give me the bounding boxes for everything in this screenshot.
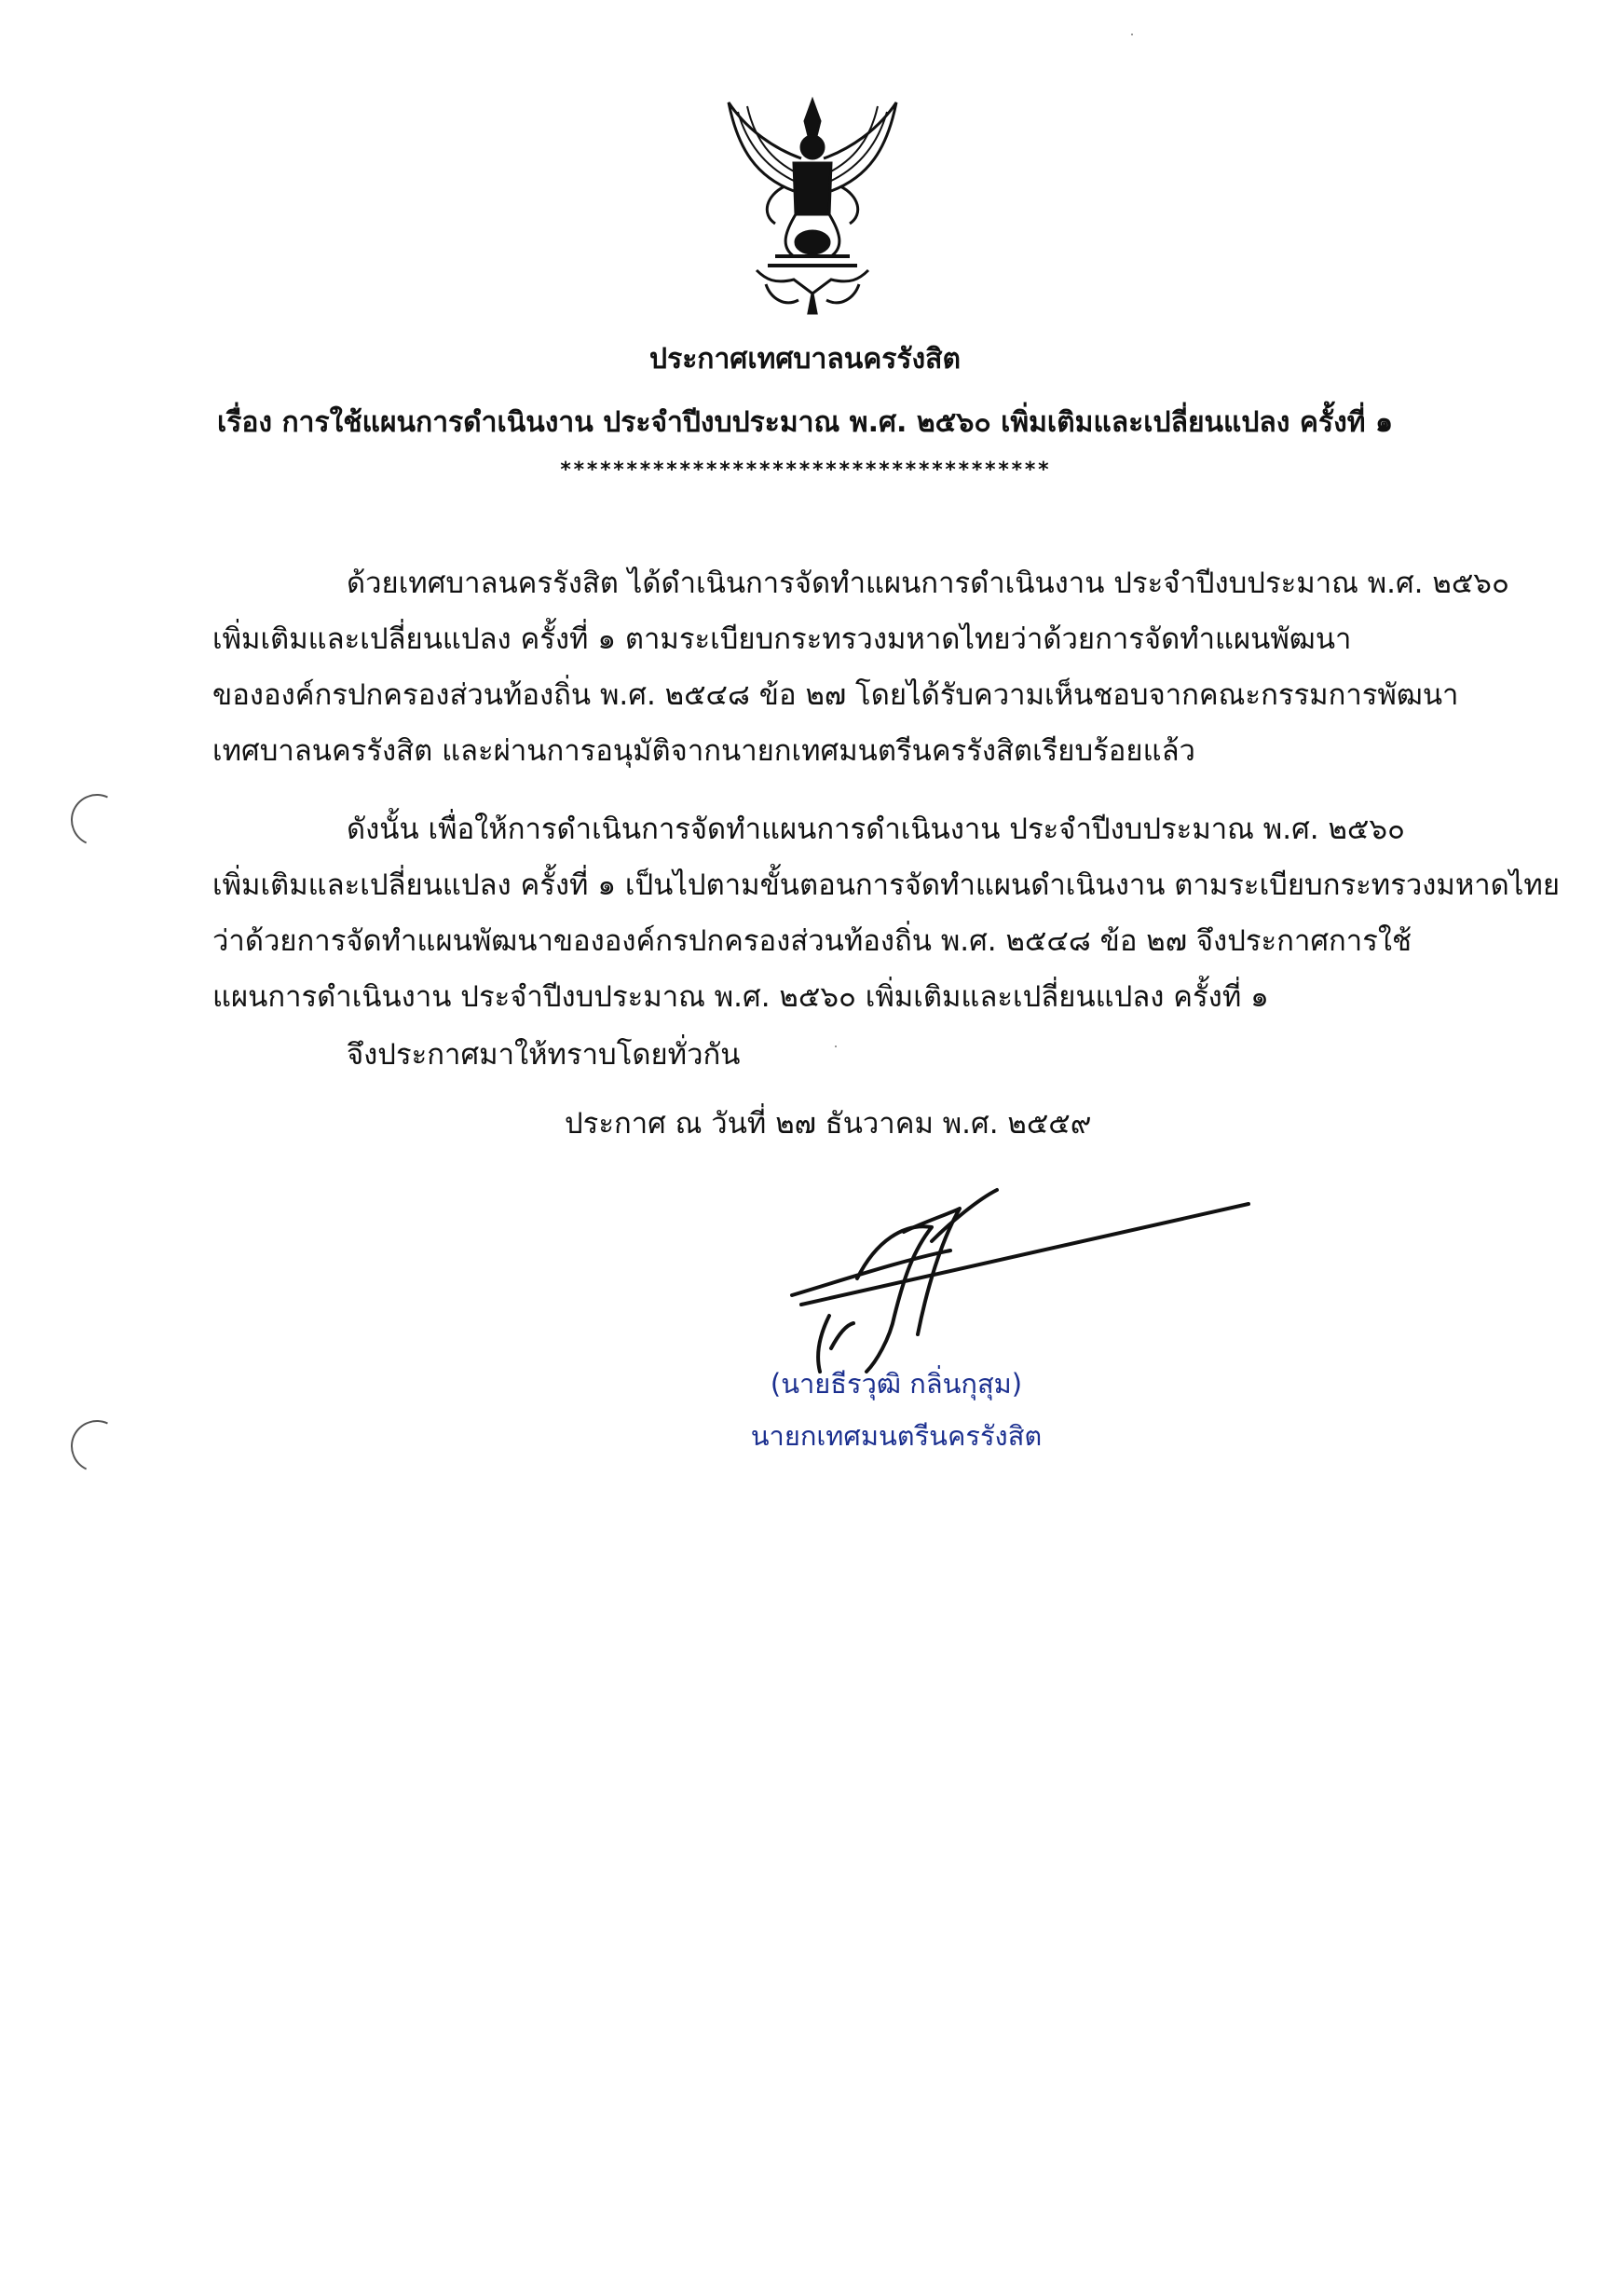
announcement-title: ประกาศเทศบาลนครรังสิต: [649, 343, 961, 376]
paragraph2-line2: เพิ่มเติมและเปลี่ยนแปลง ครั้งที่ ๑ เป็นไปตามขั้นตอนการจัดทำแผนดำเนินงาน ตามระเบียบกระทรวงมหาดไทย: [212, 868, 1560, 902]
paragraph1-line4: เทศบาลนครรังสิต และผ่านการอนุมัติจากนายกเทศมนตรีนครรังสิตเรียบร้อยแล้ว: [212, 734, 1195, 768]
punch-hole-mark: [63, 786, 130, 854]
garuda-emblem-icon: [719, 93, 906, 317]
signatory-name: (นายธีรวุฒิ กลิ่นกุสุม): [770, 1368, 1023, 1400]
asterisk-separator: *************************************: [559, 458, 1051, 482]
paragraph1-line1: ด้วยเทศบาลนครรังสิต ได้ดำเนินการจัดทำแผนการดำเนินงาน ประจำปีงบประมาณ พ.ศ. ๒๕๖๐: [347, 567, 1509, 600]
closing-statement: จึงประกาศมาให้ทราบโดยทั่วกัน: [347, 1038, 741, 1072]
signatory-position: นายกเทศมนตรีนครรังสิต: [750, 1420, 1043, 1452]
paragraph1-line3: ขององค์กรปกครองส่วนท้องถิ่น พ.ศ. ๒๕๔๘ ข้อ ๒๗ โดยได้รับความเห็นชอบจากคณะกรรมการพัฒนา: [212, 678, 1459, 712]
announcement-subject: เรื่อง การใช้แผนการดำเนินงาน ประจำปีงบประมาณ พ.ศ. ๒๕๖๐ เพิ่มเติมและเปลี่ยนแปลง ครั้งที่ ๑: [217, 406, 1393, 439]
scan-speck: [1131, 34, 1133, 35]
paragraph2-line4: แผนการดำเนินงาน ประจำปีงบประมาณ พ.ศ. ๒๕๖๐ เพิ่มเติมและเปลี่ยนแปลง ครั้งที่ ๑: [212, 980, 1269, 1014]
handwritten-signature-icon: [764, 1185, 1267, 1381]
scan-speck: [835, 1046, 837, 1047]
paragraph2-line3: ว่าด้วยการจัดทำแผนพัฒนาขององค์กรปกครองส่วนท้องถิ่น พ.ศ. ๒๕๔๘ ข้อ ๒๗ จึงประกาศการใช้: [212, 924, 1412, 958]
announcement-date: ประกาศ ณ วันที่ ๒๗ ธันวาคม พ.ศ. ๒๕๕๙: [565, 1107, 1092, 1141]
paragraph2-line1: ดังนั้น เพื่อให้การดำเนินการจัดทำแผนการดำเนินงาน ประจำปีงบประมาณ พ.ศ. ๒๕๖๐: [347, 813, 1405, 846]
paragraph1-line2: เพิ่มเติมและเปลี่ยนแปลง ครั้งที่ ๑ ตามระเบียบกระทรวงมหาดไทยว่าด้วยการจัดทำแผนพัฒนา: [212, 622, 1352, 656]
punch-hole-mark: [63, 1413, 130, 1480]
